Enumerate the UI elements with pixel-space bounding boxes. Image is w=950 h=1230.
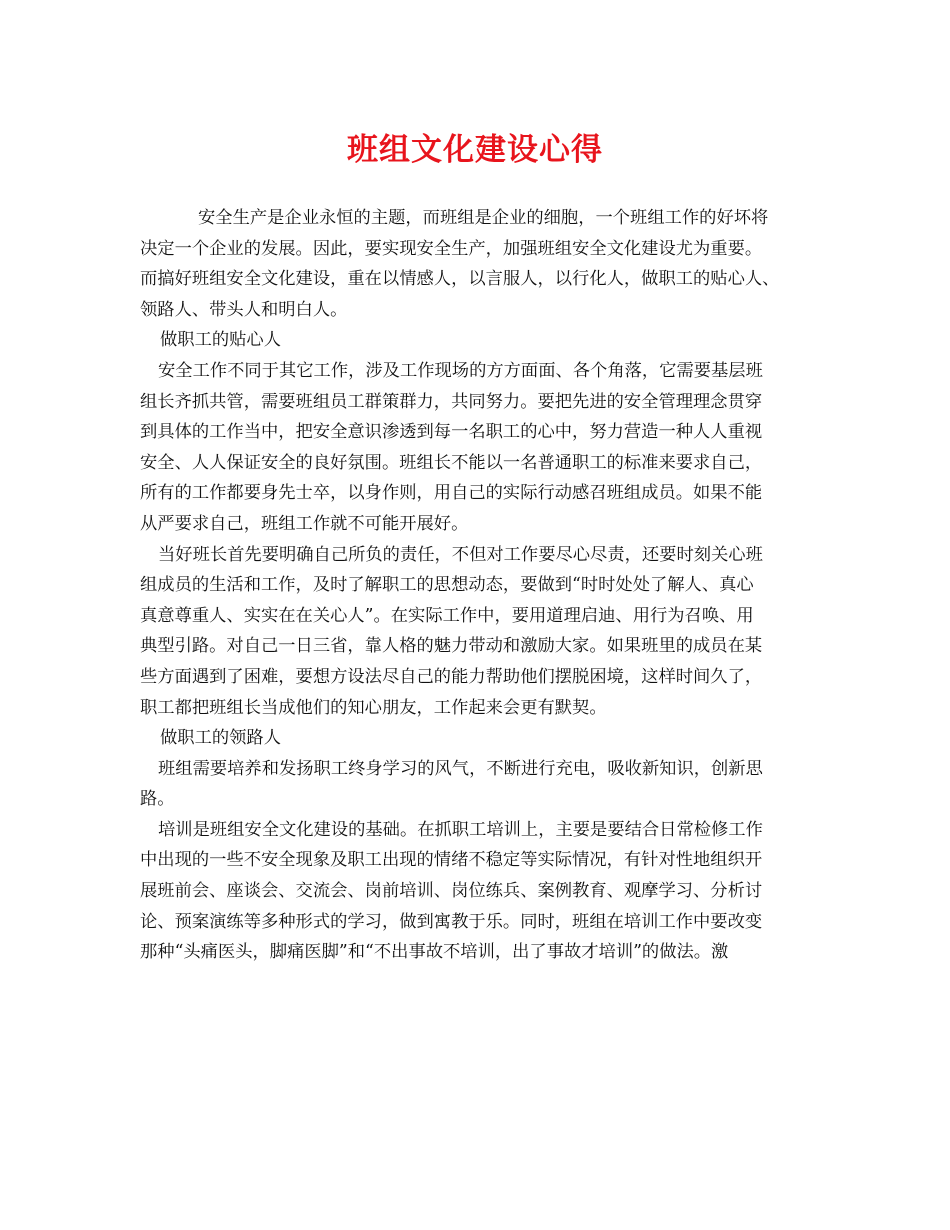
text-line: 展班前会、座谈会、交流会、岗前培训、岗位练兵、案例教育、观摩学习、分析讨 — [140, 881, 763, 902]
text-line: 从严要求自己，班组工作就不可能开展好。 — [140, 513, 469, 534]
text-line: 些方面遇到了困难，要想方设法尽自己的能力帮助他们摆脱困境，这样时间久了， — [140, 666, 763, 687]
section-heading: 做职工的贴心人 — [160, 330, 281, 351]
text-line: 安全、人人保证安全的良好氛围。班组长不能以一名普通职工的标准来要求自己， — [140, 452, 763, 473]
text-line: 到具体的工作当中，把安全意识渗透到每一名职工的心中，努力营造一种人人重视 — [140, 422, 763, 443]
text-line: 职工都把班组长当成他们的知心朋友，工作起来会更有默契。 — [140, 697, 607, 718]
text-line: 领路人、带头人和明白人。 — [140, 299, 348, 320]
text-line: 培训是班组安全文化建设的基础。在抓职工培训上，主要是要结合日常检修工作 — [158, 819, 763, 840]
text-line: 班组需要培养和发扬职工终身学习的风气，不断进行充电，吸收新知识，创新思 — [158, 758, 763, 779]
text-line: 组成员的生活和工作，及时了解职工的思想动态，要做到“时时处处了解人、真心 — [140, 575, 754, 596]
page-title: 班组文化建设心得 — [347, 132, 603, 168]
text-line: 当好班长首先要明确自己所负的责任，不但对工作要尽心尽责，还要时刻关心班 — [158, 544, 763, 565]
text-line: 安全生产是企业永恒的主题，而班组是企业的细胞，一个班组工作的好坏将 — [198, 208, 769, 228]
text-line: 安全工作不同于其它工作，涉及工作现场的方方面面、各个角落，它需要基层班 — [158, 360, 763, 381]
text-line: 而搞好班组安全文化建设，重在以情感人，以言服人，以行化人，做职工的贴心人、 — [140, 269, 780, 290]
text-line: 那种“头痛医头，脚痛医脚”和“不出事故不培训，出了事故才培训”的做法。激 — [140, 942, 729, 963]
text-line: 组长齐抓共管，需要班组员工群策群力，共同努力。要把先进的安全管理理念贯穿 — [140, 391, 763, 412]
text-line: 中出现的一些不安全现象及职工出现的情绪不稳定等实际情况，有针对性地组织开 — [140, 850, 763, 871]
text-line: 真意尊重人、实实在在关心人”。在实际工作中，要用道理启迪、用行为召唤、用 — [140, 605, 754, 626]
text-line: 论、预案演练等多种形式的学习，做到寓教于乐。同时，班组在培训工作中要改变 — [140, 911, 763, 932]
text-line: 典型引路。对自己一日三省，靠人格的魅力带动和激励大家。如果班里的成员在某 — [140, 636, 763, 657]
text-line: 所有的工作都要身先士卒，以身作则，用自己的实际行动感召班组成员。如果不能 — [140, 483, 763, 504]
document-body — [140, 203, 812, 968]
text-line: 路。 — [140, 789, 175, 810]
text-line: 决定一个企业的发展。因此，要实现安全生产，加强班组安全文化建设尤为重要。 — [140, 238, 763, 259]
section-heading: 做职工的领路人 — [160, 728, 281, 749]
